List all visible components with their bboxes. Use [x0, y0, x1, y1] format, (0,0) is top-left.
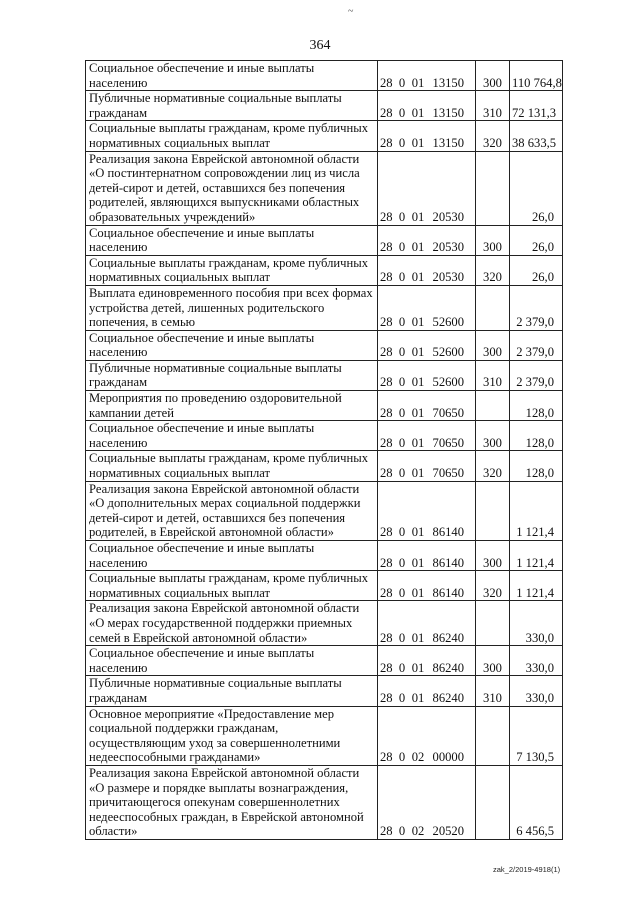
code-part: 28 — [380, 824, 393, 839]
row-amount-cell: 110 764,8 — [510, 61, 563, 91]
code-part: 0 — [398, 240, 406, 255]
row-code-cell — [378, 285, 476, 330]
table-row — [86, 151, 563, 225]
code-part: 28 — [380, 435, 393, 450]
document-footer: zak_2/2019-4918(1) — [493, 865, 561, 874]
code-part: 86140 — [432, 555, 464, 570]
row-amount-cell: 2 379,0 — [510, 330, 563, 360]
scan-mark: ~ — [348, 6, 354, 17]
row-name-cell: Выплата единовременного пособия при всех формах устройства детей, лишенных родительского попечения, в семью — [86, 285, 378, 330]
table-row — [86, 285, 563, 330]
code-part: 20530 — [432, 270, 464, 285]
code-part: 28 — [380, 405, 393, 420]
row-amount-cell: 1 121,4 — [510, 541, 563, 571]
row-code-cell — [378, 676, 476, 706]
code-part: 86240 — [432, 690, 464, 705]
row-amount-cell: 38 633,5 — [510, 121, 563, 151]
row-expense-type-cell: 320 — [476, 571, 510, 601]
code-part: 28 — [380, 105, 393, 120]
row-code-cell — [378, 706, 476, 765]
code-part: 0 — [398, 105, 406, 120]
table-row — [86, 451, 563, 481]
table-row — [86, 391, 563, 421]
row-name-cell: Публичные нормативные социальные выплаты гражданам — [86, 360, 378, 390]
row-name-cell: Социальное обеспечение и иные выплаты населению — [86, 330, 378, 360]
row-code-cell — [378, 255, 476, 285]
code-part: 01 — [411, 585, 425, 600]
code-part: 28 — [380, 315, 393, 330]
code-part: 0 — [398, 630, 406, 645]
row-expense-type-cell: 300 — [476, 225, 510, 255]
row-code-cell — [378, 61, 476, 91]
code-part: 20530 — [432, 209, 464, 224]
row-expense-type-cell: 310 — [476, 91, 510, 121]
row-expense-type-cell: 320 — [476, 451, 510, 481]
code-part: 28 — [380, 630, 393, 645]
code-part: 28 — [380, 270, 393, 285]
table-row — [86, 225, 563, 255]
row-amount-cell: 128,0 — [510, 451, 563, 481]
row-amount-cell: 26,0 — [510, 225, 563, 255]
code-part: 01 — [411, 75, 425, 90]
row-name-cell: Социальное обеспечение и иные выплаты населению — [86, 225, 378, 255]
row-amount-cell: 26,0 — [510, 255, 563, 285]
row-amount-cell: 128,0 — [510, 391, 563, 421]
row-code-cell — [378, 571, 476, 601]
row-name-cell: Мероприятия по проведению оздоровительной кампании детей — [86, 391, 378, 421]
row-amount-cell: 1 121,4 — [510, 571, 563, 601]
row-amount-cell: 330,0 — [510, 646, 563, 676]
page-number: 364 — [309, 38, 331, 53]
row-name-cell: Социальные выплаты гражданам, кроме публичных нормативных социальных выплат — [86, 571, 378, 601]
row-code-cell — [378, 330, 476, 360]
row-amount-cell: 128,0 — [510, 421, 563, 451]
row-name-cell: Социальные выплаты гражданам, кроме публичных нормативных социальных выплат — [86, 121, 378, 151]
code-part: 01 — [411, 375, 425, 390]
code-part: 0 — [398, 345, 406, 360]
code-part: 13150 — [432, 75, 464, 90]
row-amount-cell: 2 379,0 — [510, 285, 563, 330]
code-part: 01 — [411, 209, 425, 224]
table-row — [86, 421, 563, 451]
row-amount-cell: 330,0 — [510, 676, 563, 706]
code-part: 0 — [398, 270, 406, 285]
code-part: 0 — [398, 525, 406, 540]
code-part: 00000 — [432, 750, 464, 765]
row-expense-type-cell: 300 — [476, 61, 510, 91]
code-part: 0 — [398, 585, 406, 600]
code-part: 01 — [411, 630, 425, 645]
row-expense-type-cell: 300 — [476, 330, 510, 360]
row-amount-cell: 330,0 — [510, 601, 563, 646]
code-part: 0 — [398, 660, 406, 675]
code-part: 28 — [380, 466, 393, 481]
code-part: 28 — [380, 660, 393, 675]
code-part: 01 — [411, 315, 425, 330]
code-part: 13150 — [432, 135, 464, 150]
code-part: 0 — [398, 750, 406, 765]
row-amount-cell: 26,0 — [510, 151, 563, 225]
code-part: 86240 — [432, 630, 464, 645]
budget-table — [85, 60, 563, 840]
table-row — [86, 121, 563, 151]
row-code-cell — [378, 91, 476, 121]
row-name-cell: Социальные выплаты гражданам, кроме публичных нормативных социальных выплат — [86, 255, 378, 285]
code-part: 01 — [411, 555, 425, 570]
row-name-cell: Реализация закона Еврейской автономной области «О мерах государственной поддержки приемных семей в Еврейской автономной области» — [86, 601, 378, 646]
row-code-cell — [378, 391, 476, 421]
code-part: 0 — [398, 690, 406, 705]
row-name-cell: Социальные выплаты гражданам, кроме публичных нормативных социальных выплат — [86, 451, 378, 481]
row-expense-type-cell — [476, 765, 510, 839]
code-part: 52600 — [432, 345, 464, 360]
code-part: 01 — [411, 660, 425, 675]
row-expense-type-cell — [476, 391, 510, 421]
row-expense-type-cell — [476, 285, 510, 330]
code-part: 0 — [398, 466, 406, 481]
code-part: 70650 — [432, 435, 464, 450]
row-amount-cell: 1 121,4 — [510, 481, 563, 540]
code-part: 01 — [411, 405, 425, 420]
code-part: 28 — [380, 690, 393, 705]
code-part: 13150 — [432, 105, 464, 120]
table-row — [86, 91, 563, 121]
table-row — [86, 765, 563, 839]
row-amount-cell: 6 456,5 — [510, 765, 563, 839]
row-expense-type-cell: 300 — [476, 541, 510, 571]
row-name-cell: Реализация закона Еврейской автономной области «О размере и порядке выплаты вознаграждения, причитающегося опекунам совершеннолетних недееспособных граждан, в Еврейской автономной области» — [86, 765, 378, 839]
row-code-cell — [378, 360, 476, 390]
row-name-cell: Социальное обеспечение и иные выплаты населению — [86, 61, 378, 91]
row-name-cell: Социальное обеспечение и иные выплаты населению — [86, 646, 378, 676]
row-code-cell — [378, 646, 476, 676]
code-part: 0 — [398, 209, 406, 224]
code-part: 20530 — [432, 240, 464, 255]
code-part: 86240 — [432, 660, 464, 675]
row-expense-type-cell — [476, 601, 510, 646]
row-name-cell: Публичные нормативные социальные выплаты гражданам — [86, 91, 378, 121]
code-part: 01 — [411, 690, 425, 705]
row-name-cell: Основное мероприятие «Предоставление мер социальной поддержки гражданам, осуществляющим уход за совершеннолетними недееспособными гражданами» — [86, 706, 378, 765]
code-part: 28 — [380, 345, 393, 360]
code-part: 28 — [380, 209, 393, 224]
code-part: 01 — [411, 240, 425, 255]
row-expense-type-cell: 310 — [476, 360, 510, 390]
code-part: 86140 — [432, 585, 464, 600]
code-part: 20520 — [432, 824, 464, 839]
code-part: 01 — [411, 466, 425, 481]
code-part: 0 — [398, 405, 406, 420]
code-part: 28 — [380, 375, 393, 390]
table-row — [86, 571, 563, 601]
code-part: 0 — [398, 375, 406, 390]
row-code-cell — [378, 225, 476, 255]
row-code-cell — [378, 421, 476, 451]
code-part: 28 — [380, 75, 393, 90]
table-row — [86, 330, 563, 360]
row-code-cell — [378, 121, 476, 151]
code-part: 02 — [411, 824, 425, 839]
code-part: 01 — [411, 345, 425, 360]
code-part: 01 — [411, 435, 425, 450]
row-name-cell: Социальное обеспечение и иные выплаты населению — [86, 421, 378, 451]
code-part: 0 — [398, 555, 406, 570]
row-expense-type-cell — [476, 481, 510, 540]
row-name-cell: Публичные нормативные социальные выплаты гражданам — [86, 676, 378, 706]
code-part: 70650 — [432, 466, 464, 481]
row-code-cell — [378, 765, 476, 839]
table-row — [86, 360, 563, 390]
row-expense-type-cell — [476, 151, 510, 225]
row-name-cell: Реализация закона Еврейской автономной области «О постинтернатном сопровождении лиц из числа детей-сирот и детей, оставшихся без попечения родителей, являющихся выпускниками областных образовательных учреждений» — [86, 151, 378, 225]
row-name-cell: Реализация закона Еврейской автономной области «О дополнительных мерах социальной поддержки детей-сирот и детей, оставшихся без попечения родителей, в Еврейской автономной области» — [86, 481, 378, 540]
table-row — [86, 255, 563, 285]
code-part: 0 — [398, 824, 406, 839]
table-row — [86, 706, 563, 765]
row-amount-cell: 72 131,3 — [510, 91, 563, 121]
table-row — [86, 541, 563, 571]
row-expense-type-cell: 310 — [476, 676, 510, 706]
table-row — [86, 61, 563, 91]
code-part: 28 — [380, 750, 393, 765]
row-expense-type-cell: 300 — [476, 646, 510, 676]
table-row — [86, 676, 563, 706]
budget-table-body — [86, 61, 563, 840]
code-part: 01 — [411, 105, 425, 120]
code-part: 28 — [380, 525, 393, 540]
code-part: 0 — [398, 135, 406, 150]
code-part: 70650 — [432, 405, 464, 420]
table-row — [86, 481, 563, 540]
code-part: 28 — [380, 240, 393, 255]
code-part: 28 — [380, 555, 393, 570]
code-part: 0 — [398, 435, 406, 450]
row-expense-type-cell: 320 — [476, 121, 510, 151]
code-part: 01 — [411, 135, 425, 150]
row-code-cell — [378, 481, 476, 540]
code-part: 52600 — [432, 315, 464, 330]
code-part: 0 — [398, 315, 406, 330]
row-amount-cell: 7 130,5 — [510, 706, 563, 765]
code-part: 01 — [411, 525, 425, 540]
code-part: 01 — [411, 270, 425, 285]
row-expense-type-cell — [476, 706, 510, 765]
row-name-cell: Социальное обеспечение и иные выплаты населению — [86, 541, 378, 571]
table-row — [86, 646, 563, 676]
table-row — [86, 601, 563, 646]
row-expense-type-cell: 320 — [476, 255, 510, 285]
row-code-cell — [378, 601, 476, 646]
code-part: 28 — [380, 585, 393, 600]
code-part: 28 — [380, 135, 393, 150]
row-code-cell — [378, 151, 476, 225]
row-expense-type-cell: 300 — [476, 421, 510, 451]
row-code-cell — [378, 541, 476, 571]
code-part: 86140 — [432, 525, 464, 540]
code-part: 02 — [411, 750, 425, 765]
code-part: 0 — [398, 75, 406, 90]
code-part: 52600 — [432, 375, 464, 390]
row-amount-cell: 2 379,0 — [510, 360, 563, 390]
row-code-cell — [378, 451, 476, 481]
